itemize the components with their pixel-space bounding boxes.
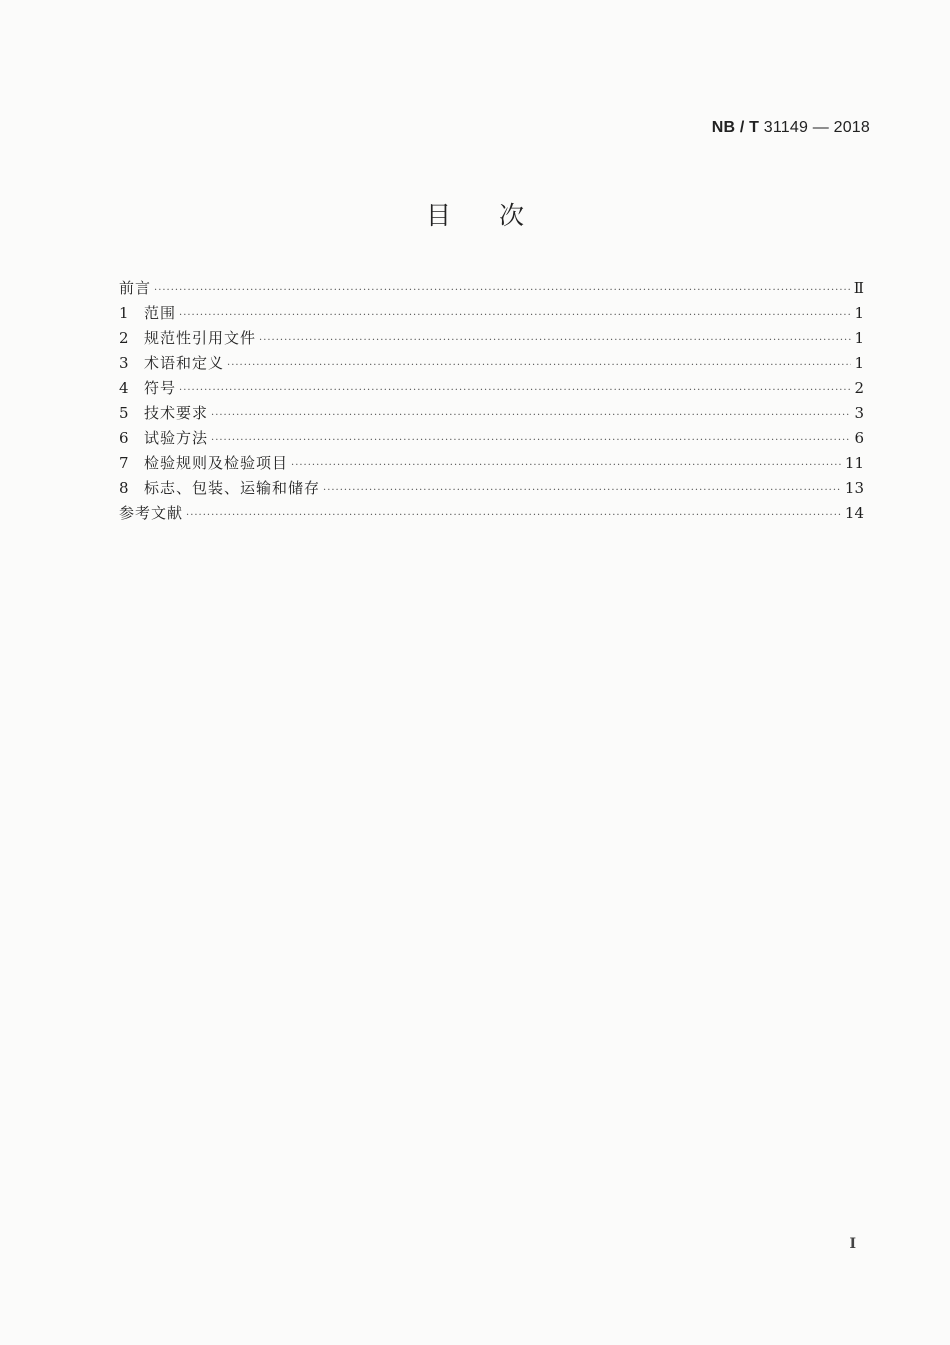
toc-item-number: 6 bbox=[119, 429, 129, 447]
toc-item-number: 7 bbox=[119, 454, 129, 472]
toc-item-label: 试验方法 bbox=[144, 429, 209, 447]
toc-item-page: 3 bbox=[854, 404, 864, 422]
toc-item-page: 13 bbox=[844, 479, 864, 497]
toc-item-label: 检验规则及检验项目 bbox=[144, 454, 289, 472]
toc-item-label: 符号 bbox=[144, 379, 177, 397]
toc-item-label: 规范性引用文件 bbox=[144, 329, 257, 347]
toc-item-foreword[interactable] bbox=[119, 276, 864, 301]
toc-item-label: 标志、包装、运输和储存 bbox=[144, 479, 321, 497]
toc-item-label: 术语和定义 bbox=[144, 354, 225, 372]
toc-leader-dots bbox=[154, 278, 851, 303]
toc-item-8[interactable] bbox=[119, 476, 864, 501]
toc-item-label: 参考文献 bbox=[119, 504, 184, 522]
toc-item-7[interactable] bbox=[119, 451, 864, 476]
table-of-contents bbox=[119, 276, 864, 526]
toc-item-5[interactable] bbox=[119, 401, 864, 426]
toc-item-number: 5 bbox=[119, 404, 129, 422]
toc-leader-dots bbox=[323, 478, 842, 503]
toc-item-number: 1 bbox=[119, 304, 129, 322]
toc-item-page: 2 bbox=[854, 379, 864, 397]
toc-leader-dots bbox=[211, 428, 851, 453]
toc-item-number: 3 bbox=[119, 354, 129, 372]
toc-leader-dots bbox=[179, 303, 851, 328]
toc-item-1[interactable] bbox=[119, 301, 864, 326]
toc-item-page: 1 bbox=[854, 329, 864, 347]
standard-code-number: 31149 — 2018 bbox=[759, 119, 870, 136]
toc-item-number: 4 bbox=[119, 379, 129, 397]
toc-item-page: 6 bbox=[854, 429, 864, 447]
standard-code-prefix: NB / T bbox=[711, 119, 760, 136]
toc-item-label: 前言 bbox=[119, 279, 152, 297]
toc-item-page: 1 bbox=[854, 354, 864, 372]
toc-item-page: Ⅱ bbox=[853, 279, 864, 297]
toc-item-page: 11 bbox=[844, 454, 864, 472]
standard-code bbox=[712, 119, 870, 137]
toc-item-6[interactable] bbox=[119, 426, 864, 451]
toc-item-references[interactable] bbox=[119, 501, 864, 526]
toc-item-page: 1 bbox=[854, 304, 864, 322]
toc-item-4[interactable] bbox=[119, 376, 864, 401]
toc-leader-dots bbox=[179, 378, 851, 403]
toc-item-label: 范围 bbox=[144, 304, 177, 322]
toc-item-number: 8 bbox=[119, 479, 129, 497]
toc-leader-dots bbox=[227, 353, 851, 378]
toc-item-label: 技术要求 bbox=[144, 404, 209, 422]
toc-leader-dots bbox=[211, 403, 851, 428]
toc-item-2[interactable] bbox=[119, 326, 864, 351]
toc-leader-dots bbox=[291, 453, 842, 478]
toc-leader-dots bbox=[259, 328, 851, 353]
page-number: I bbox=[849, 1236, 856, 1252]
toc-leader-dots bbox=[186, 503, 842, 528]
toc-item-page: 14 bbox=[844, 504, 864, 522]
toc-item-3[interactable] bbox=[119, 351, 864, 376]
page-title: 目次 bbox=[425, 201, 572, 230]
toc-item-number: 2 bbox=[119, 329, 129, 347]
